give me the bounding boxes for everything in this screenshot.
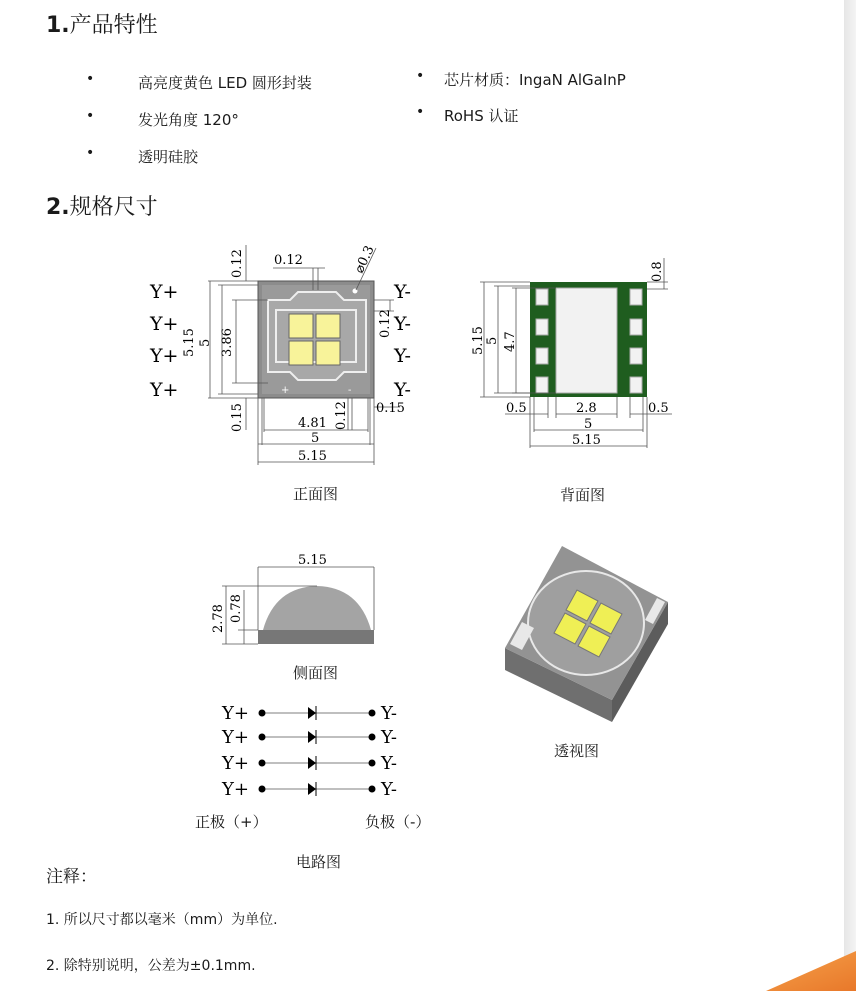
back-dim: 0.8 xyxy=(650,261,665,282)
circuit-label-left: Y+ xyxy=(222,727,249,748)
feature-text: 芯片材质：IngaN AlGaInP xyxy=(444,71,626,89)
front-dim: 5 xyxy=(311,431,320,446)
back-dim: 5 xyxy=(584,417,593,432)
section2-number: 2. xyxy=(46,195,70,220)
section1-title: 产品特性 xyxy=(69,13,158,38)
note-item: 2. 除特别说明，公差为±0.1mm. xyxy=(46,958,256,974)
front-view xyxy=(149,244,411,465)
front-dim: 0.12 xyxy=(334,401,349,430)
back-dim: 5.15 xyxy=(471,326,486,355)
front-pin-right: Y- xyxy=(394,379,411,401)
front-dim: 0.15 xyxy=(376,401,405,416)
front-pin-left: Y+ xyxy=(150,313,179,335)
front-pin-right: Y- xyxy=(394,345,411,367)
feature-text: 高亮度黄色 LED 圆形封装 xyxy=(138,74,312,92)
back-dim: 0.5 xyxy=(506,401,527,416)
back-dim: 2.8 xyxy=(576,401,597,416)
side-dim: 0.78 xyxy=(229,594,244,623)
front-dim: 4.81 xyxy=(298,416,327,431)
front-pin-left: Y+ xyxy=(150,281,179,303)
front-dim: 5.15 xyxy=(182,328,197,357)
bullet-icon: • xyxy=(416,104,425,120)
chip xyxy=(316,341,340,365)
chip xyxy=(316,314,340,338)
feature-text: 发光角度 120° xyxy=(138,111,239,129)
back-dim: 4.7 xyxy=(503,331,518,352)
front-pin-left: Y+ xyxy=(150,345,179,367)
bullet-icon: • xyxy=(86,145,95,161)
chip xyxy=(289,314,313,338)
side-base xyxy=(258,630,374,644)
perspective-view-caption: 透视图 xyxy=(554,742,600,760)
chip xyxy=(289,341,313,365)
note-item: 1. 所以尺寸都以毫米（mm）为单位. xyxy=(46,912,278,928)
front-dim: 0.15 xyxy=(230,403,245,432)
back-dim: 5 xyxy=(485,336,500,345)
side-view-caption: 侧面图 xyxy=(293,664,339,682)
front-minus-mark: - xyxy=(348,385,352,396)
front-dim: 0.12 xyxy=(230,249,245,278)
circuit-nodes xyxy=(259,710,376,793)
side-view xyxy=(211,553,374,644)
front-dim: 5 xyxy=(198,338,213,347)
back-thermal-pad xyxy=(556,288,617,393)
front-pin-right: Y- xyxy=(394,313,411,335)
back-dim: 5.15 xyxy=(572,433,601,448)
side-dim: 2.78 xyxy=(211,604,226,633)
circuit-label-left: Y+ xyxy=(222,753,249,774)
perspective-view xyxy=(505,546,668,722)
circuit-wires xyxy=(262,713,372,789)
circuit-label-left: Y+ xyxy=(222,703,249,724)
circuit-label-right: Y- xyxy=(381,779,397,800)
circuit-caption: 电路图 xyxy=(296,853,342,871)
circuit-label-right: Y- xyxy=(381,727,397,748)
front-pin-right: Y- xyxy=(394,281,411,303)
circuit-label-left: Y+ xyxy=(222,779,249,800)
feature-text: 透明硅胶 xyxy=(138,148,199,166)
front-dim: 0.12 xyxy=(274,253,303,268)
bullet-icon: • xyxy=(86,108,95,124)
persp-traces xyxy=(528,571,644,675)
positive-label: 正极（+） xyxy=(195,813,268,831)
back-view xyxy=(471,258,672,448)
front-pin-left: Y+ xyxy=(150,379,179,401)
front-view-caption: 正面图 xyxy=(293,485,339,503)
front-plus-mark: + xyxy=(281,385,290,396)
section1-number: 1. xyxy=(46,13,70,38)
diode-icon xyxy=(308,706,316,796)
front-dim: 5.15 xyxy=(298,449,327,464)
bullet-icon: • xyxy=(416,68,425,84)
front-dim: 0.12 xyxy=(378,309,393,338)
front-dim: 3.86 xyxy=(220,328,235,357)
back-dim: 0.5 xyxy=(648,401,669,416)
side-dim: 5.15 xyxy=(298,553,327,568)
bullet-icon: • xyxy=(86,71,95,87)
side-lens xyxy=(263,586,371,630)
notes-title: 注释： xyxy=(46,867,97,887)
back-view-caption: 背面图 xyxy=(560,486,606,504)
feature-text: RoHS 认证 xyxy=(444,107,519,125)
section2-title: 规格尺寸 xyxy=(69,195,158,220)
front-dim: ⌀0.3 xyxy=(352,243,378,276)
negative-label: 负极（-） xyxy=(365,813,431,831)
circuit-label-right: Y- xyxy=(381,703,397,724)
circuit-label-right: Y- xyxy=(381,753,397,774)
circuit-diagram xyxy=(221,703,397,800)
